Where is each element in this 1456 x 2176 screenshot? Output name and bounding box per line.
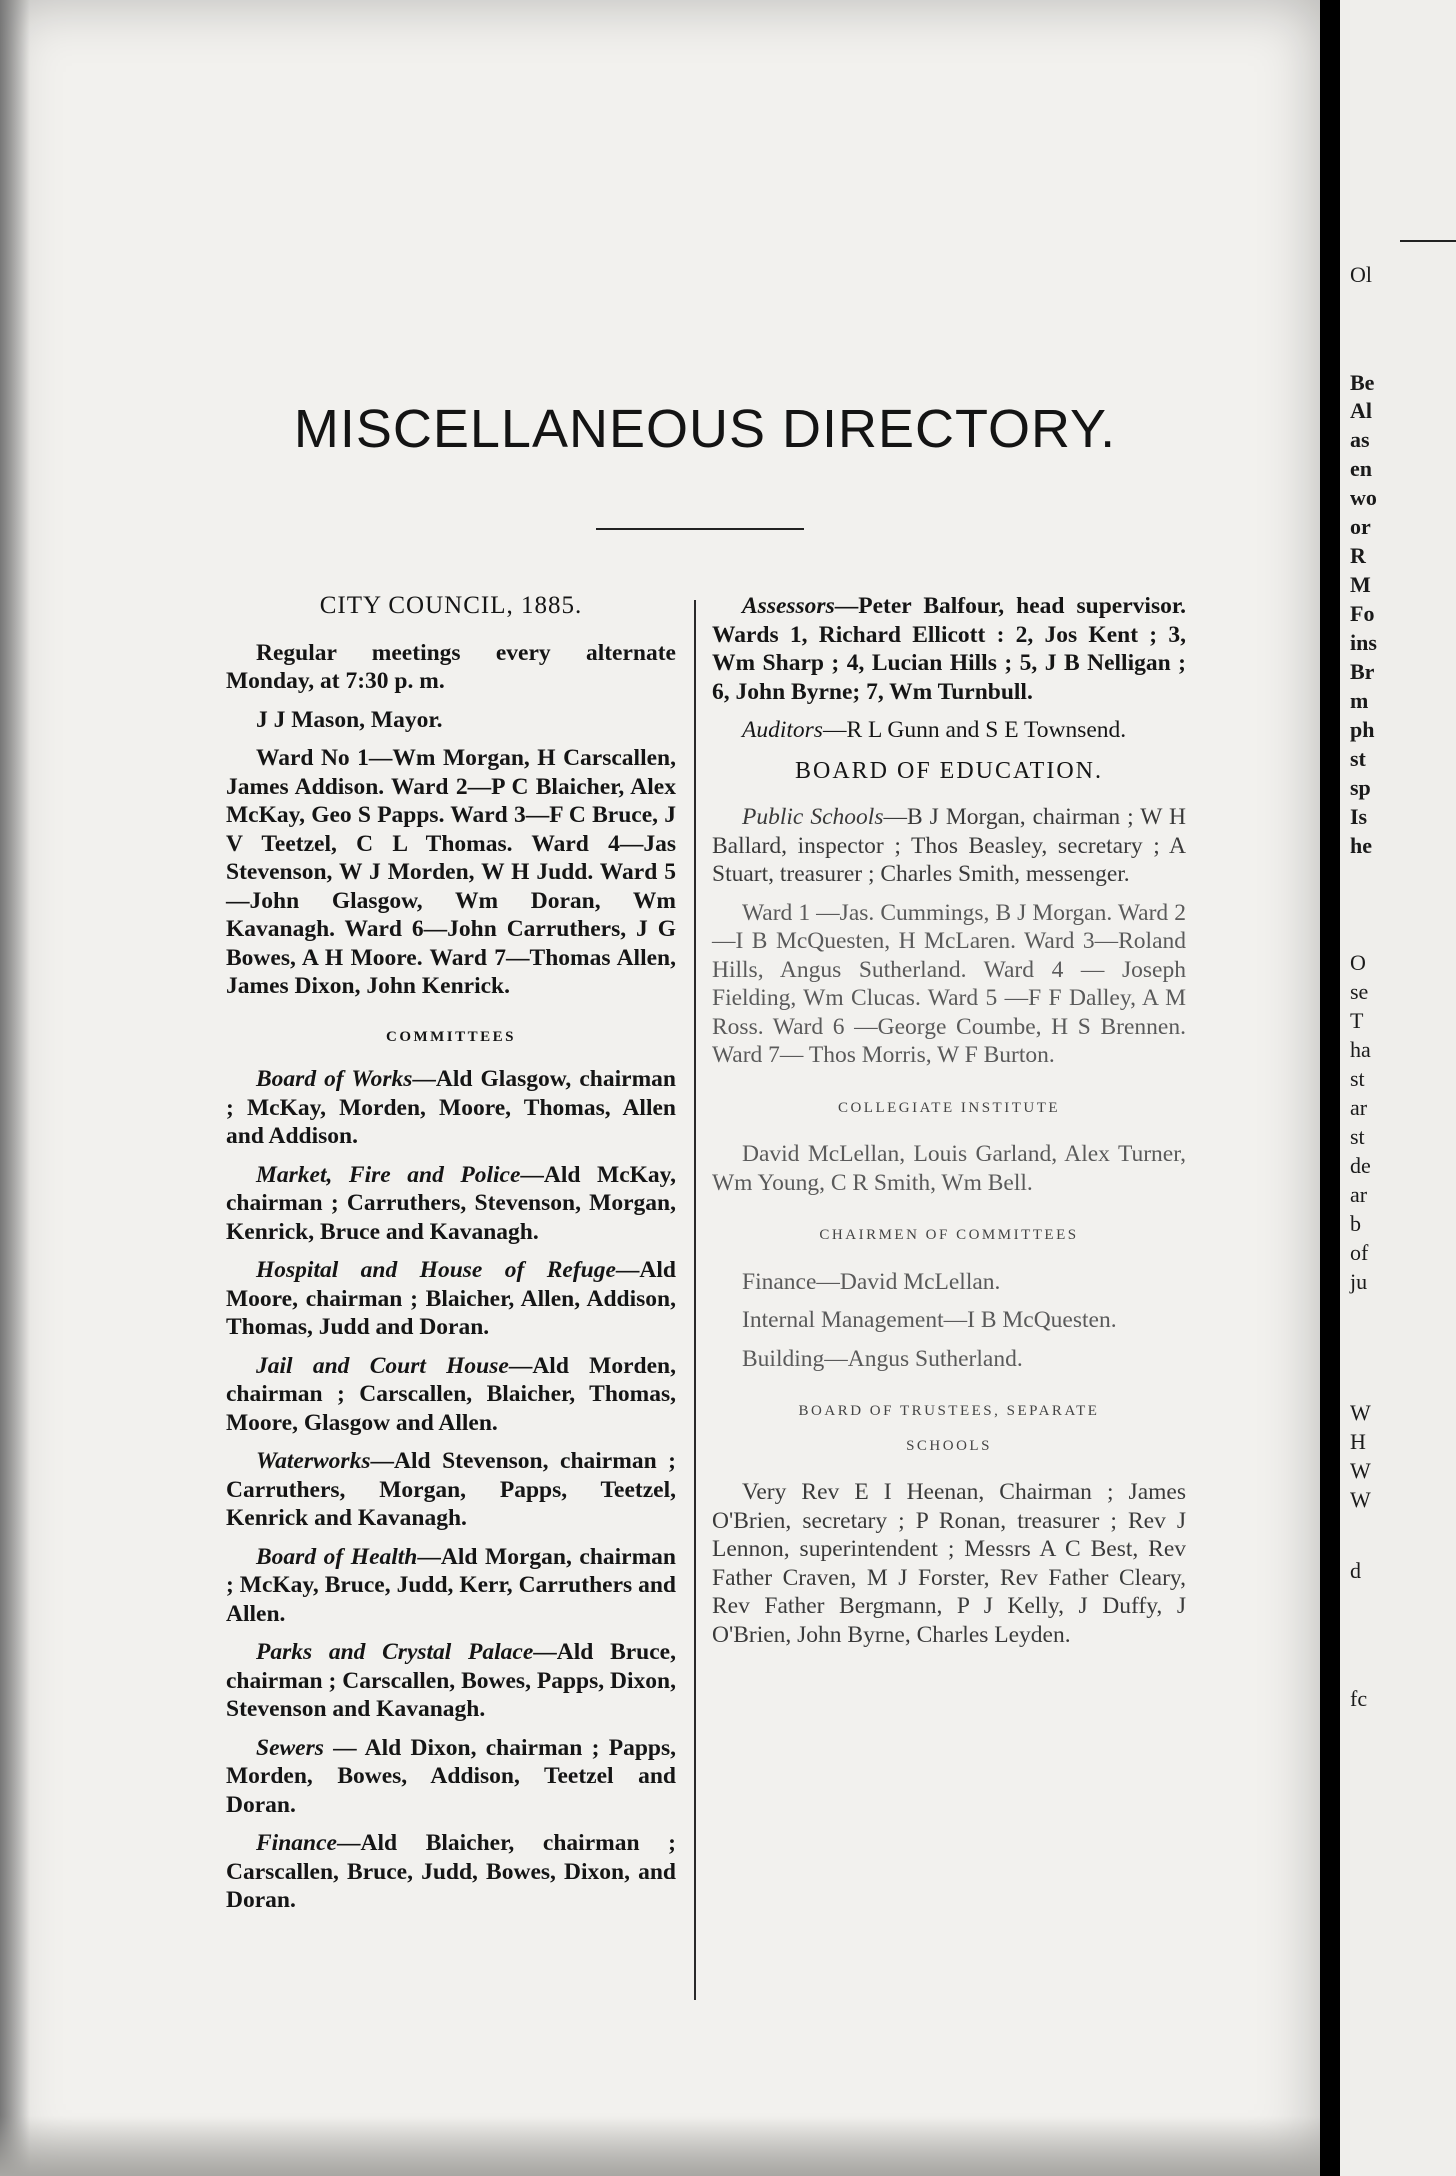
assessors-members: —Peter Balfour, head supervisor. Wards 1, Richard Ellicott : 2, Jos Kent ; 3, Wm Sharp ; 4, Lucian Hills ; 5, J B Nelligan ; 6, John Byrne; 7, Wm Turnbull. [712, 593, 1186, 705]
collegiate-heading: COLLEGIATE INSTITUTE [837, 1099, 1061, 1116]
facing-page-text: Fo [1350, 601, 1375, 626]
committee-members: —Ald McKay, chairman ; Carruthers, Stevenson, Morgan, Kenrick, Bruce and Kavanagh. [226, 1161, 676, 1245]
committee-members: —Ald Morden, chairman ; Carscallen, Blaicher, Thomas, Moore, Glasgow and Allen. [226, 1352, 676, 1436]
trustees-members: Very Rev E I Heenan, Chairman ; James O'Brien, secretary ; P Ronan, treasurer ; Rev J Lennon, superintendent ; Messrs A C Best, Rev Father Craven, M J Forster, Rev Father Cleary, Rev Father Bergmann, P J Kelly, J Duffy, J O'Brien, John Byrne, Charles Leyden. [712, 1479, 1186, 1648]
facing-page-text: ar [1350, 1182, 1368, 1207]
education-heading: BOARD OF EDUCATION. [794, 757, 1103, 784]
facing-page-text: en [1350, 456, 1372, 481]
committee-members: —Ald Stevenson, chairman ; Carruthers, Morgan, Papps, Teetzel, Kenrick and Kavanagh. [226, 1448, 676, 1531]
committee-members: —Ald Moore, chairman ; Blaicher, Allen, Addison, Thomas, Judd and Doran. [226, 1257, 676, 1340]
facing-page-text: or [1350, 514, 1371, 539]
facing-page-text: fc [1350, 1686, 1368, 1711]
mayor-line: J J Mason, Mayor. [256, 706, 443, 733]
facing-page-text: se [1350, 979, 1369, 1004]
facing-page-text: d [1350, 1558, 1361, 1583]
committee-label: Board of Works [256, 1066, 413, 1092]
facing-page-text: ar [1350, 1095, 1368, 1120]
page-title: MISCELLANEOUS DIRECTORY. [293, 399, 1117, 459]
assessors-entry [712, 592, 1186, 706]
committee-entry [226, 1829, 676, 1915]
facing-page-text: Is [1350, 804, 1368, 829]
facing-page-text: H [1350, 1429, 1366, 1454]
facing-page-text: ju [1350, 1269, 1368, 1294]
committee-members: —Ald Morgan, chairman ; McKay, Bruce, Judd, Kerr, Carruthers and Allen. [226, 1543, 676, 1627]
assessors-label: Assessors [742, 593, 835, 619]
committee-label: Hospital and House of Refuge [256, 1257, 616, 1283]
ward-members: Ward No 1—Wm Morgan, H Carscallen, James Addison. Ward 2—P C Blaicher, Alex McKay, Geo S Papps. Ward 3—F C Bruce, J V Teetzel, C L Thomas. Ward 4—Jas Stevenson, W J Morden, W H Judd. Ward 5—John Glasgow, Wm Doran, Wm Kavanagh. Ward 6—John Carruthers, J G Bowes, A H Moore. Ward 7—Thomas Allen, James Dixon, John Kenrick. [226, 745, 676, 999]
committee-label: Sewers [256, 1734, 324, 1761]
facing-page-text: Ol [1350, 262, 1372, 287]
facing-page-text: st [1350, 1124, 1365, 1149]
auditors-entry [712, 716, 1186, 745]
facing-page-rule [1400, 240, 1456, 242]
facing-page-text: Be [1350, 370, 1375, 395]
facing-page-text: R [1350, 543, 1366, 568]
trustees-heading-line2: SCHOOLS [906, 1437, 992, 1454]
facing-page-text: ins [1350, 630, 1377, 655]
committee-members: — Ald Dixon, chairman ; Papps, Morden, Bowes, Addison, Teetzel and Doran. [226, 1734, 676, 1818]
facing-page-text: of [1350, 1240, 1369, 1265]
facing-page-text: T [1350, 1008, 1364, 1033]
committee-members: —Ald Blaicher, chairman ; Carscallen, Bruce, Judd, Bowes, Dixon, and Doran. [226, 1830, 676, 1913]
facing-page-text: W [1350, 1487, 1371, 1512]
committee-label: Board of Health [256, 1543, 418, 1570]
committee-label: Parks and Crystal Palace [256, 1639, 534, 1665]
facing-page-text: M [1350, 572, 1371, 597]
committee-entry [226, 1065, 676, 1151]
committee-members: —Ald Bruce, chairman ; Carscallen, Bowes, Papps, Dixon, Stevenson and Kavanagh. [226, 1639, 676, 1722]
right-column [712, 592, 1186, 1659]
committee-entry [226, 1256, 676, 1342]
committee-entry [226, 1734, 676, 1820]
auditors-members: —R L Gunn and S E Townsend. [822, 717, 1127, 743]
facing-page-text: O [1350, 950, 1366, 975]
facing-page-text: sp [1350, 775, 1371, 800]
chairman-entry: Internal Management—I B McQuesten. [742, 1307, 1117, 1333]
public-schools-entry [712, 803, 1186, 889]
column-divider [694, 600, 696, 2000]
auditors-label: Auditors [742, 717, 823, 743]
committee-entry [226, 1161, 676, 1247]
facing-page-text: b [1350, 1211, 1361, 1236]
committee-entry [226, 1543, 676, 1629]
title-divider [596, 528, 804, 530]
committee-label: Jail and Court House [256, 1352, 509, 1379]
committee-members: —Ald Glasgow, chairman ; McKay, Morden, Moore, Thomas, Allen and Addison. [226, 1066, 676, 1149]
facing-page-text: st [1350, 746, 1366, 771]
facing-page-text: Br [1350, 659, 1375, 684]
facing-page-text: he [1350, 833, 1372, 858]
chairman-entry: Building—Angus Sutherland. [742, 1345, 1023, 1372]
trustees-heading: BOARD OF TRUSTEES, SEPARATE [798, 1403, 1100, 1419]
committee-label: Waterworks [256, 1448, 371, 1474]
committee-label: Market, Fire and Police [256, 1161, 521, 1188]
facing-page-text: m [1350, 688, 1369, 713]
scan-edge-shadow [0, 0, 30, 2176]
facing-page-text: Al [1350, 398, 1372, 423]
facing-page-text: ph [1350, 717, 1375, 742]
collegiate-members: David McLellan, Louis Garland, Alex Turner, Wm Young, C R Smith, Wm Bell. [712, 1141, 1186, 1196]
public-schools-members: —B J Morgan, chairman ; W H Ballard, inspector ; Thos Beasley, secretary ; A Stuart, treasurer ; Charles Smith, messenger. [712, 804, 1186, 887]
education-wards: Ward 1 —Jas. Cummings, B J Morgan. Ward 2—I B McQuesten, H McLaren. Ward 3—Roland Hills, Angus Sutherland. Ward 4 — Joseph Fielding, Wm Clucas. Ward 5 —F F Dalley, A M Ross. Ward 6 —George Coumbe, H S Brennen. Ward 7— Thos Morris, W F Burton. [712, 899, 1186, 1068]
facing-page-text: W [1350, 1458, 1371, 1483]
chairman-entry: Finance—David McLellan. [742, 1268, 1001, 1295]
committee-entry [226, 1447, 676, 1533]
facing-page-text: ha [1350, 1037, 1371, 1062]
left-column [226, 592, 676, 1925]
facing-page-text: W [1350, 1400, 1371, 1425]
facing-page-text: st [1350, 1066, 1365, 1091]
facing-page-text: de [1350, 1153, 1371, 1178]
council-heading: CITY COUNCIL, 1885. [319, 592, 583, 619]
facing-page-fragment [1340, 0, 1456, 2176]
committees-heading: COMMITTEES [385, 1028, 516, 1045]
chairmen-heading: CHAIRMEN OF COMMITTEES [819, 1227, 1079, 1243]
scan-bottom-shadow [0, 2116, 1320, 2176]
committee-label: Finance [256, 1830, 337, 1856]
facing-page-text: wo [1350, 485, 1377, 510]
facing-page-text: as [1350, 427, 1370, 452]
meetings-note: Regular meetings every alternate Monday, at 7:30 p. m. [226, 639, 676, 694]
committee-entry [226, 1352, 676, 1438]
committee-entry [226, 1638, 676, 1724]
public-schools-label: Public Schools [742, 804, 884, 830]
